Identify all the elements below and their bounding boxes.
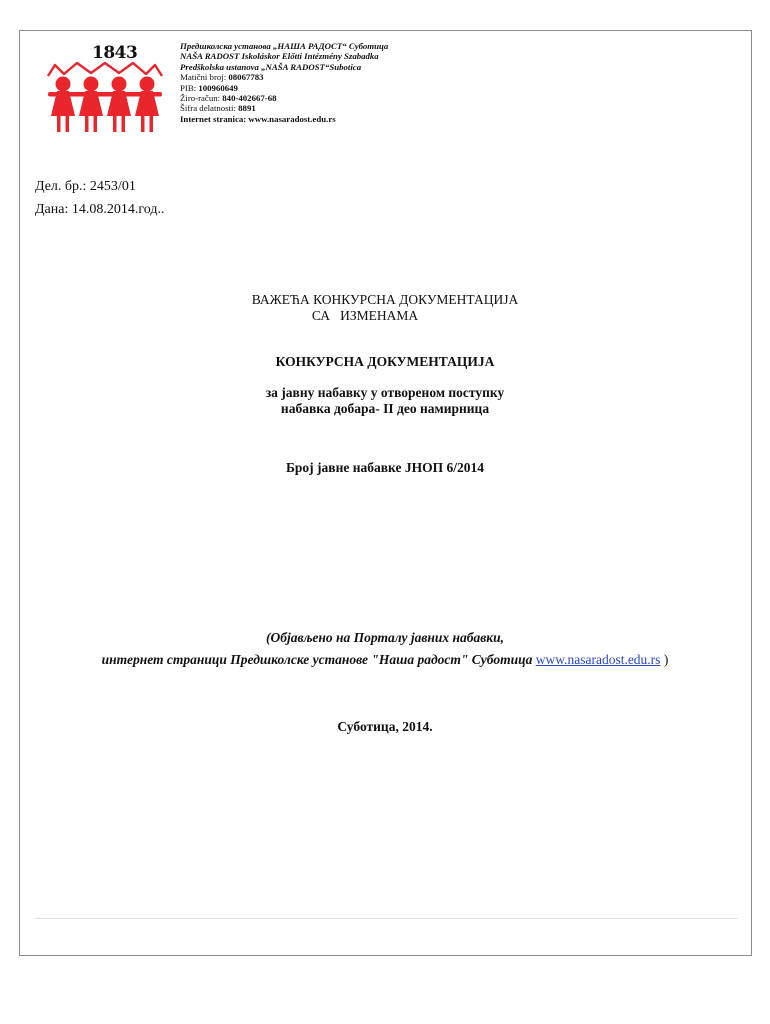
- logo-figure: [107, 77, 131, 133]
- subtitle-line-2: набавка добара- II део намирница: [280, 401, 490, 416]
- website-line: Internet stranica: www.nasaradost.edu.rs: [180, 113, 336, 124]
- account-line: [180, 93, 388, 103]
- account-label: Žiro-račun:: [180, 93, 223, 104]
- logo-crown: [48, 63, 162, 76]
- registration-line: [180, 72, 388, 82]
- tax-id-label: PIB:: [180, 82, 199, 93]
- tax-id: 100960649: [198, 82, 238, 93]
- tax-id-line: [180, 83, 388, 93]
- letterhead: [180, 41, 388, 124]
- place-and-year: Суботица, 2014.: [337, 719, 433, 734]
- logo-figure: [135, 77, 159, 133]
- page-frame: [19, 30, 752, 956]
- logo-year: 1843: [92, 43, 138, 63]
- logo-figure: [79, 77, 103, 133]
- footer-divider: [35, 918, 738, 919]
- reference-date: Дана: 14.08.2014.год..: [35, 202, 165, 217]
- publication-text: интернет страници Предшколске установе "Наша радост" Суботица: [101, 652, 536, 667]
- account-number: 840-402667-68: [222, 93, 277, 104]
- title-line-1: ВАЖЕЋА КОНКУРСНА ДОКУМЕНТАЦИЈА: [251, 292, 519, 307]
- website-link[interactable]: www.nasaradost.edu.rs: [535, 652, 661, 667]
- institution-name-hungarian: NAŠA RADOST Iskoláskor Előtti Intézmény Szabadka: [180, 51, 379, 62]
- registration-number: 08067783: [228, 72, 264, 83]
- closing-parenthesis: ): [660, 652, 669, 667]
- publication-line-1: (Објављено на Порталу јавних набавки,: [266, 630, 504, 645]
- activity-code-line: [180, 103, 388, 113]
- publication-line-2: [0, 652, 770, 668]
- activity-code: 8891: [238, 103, 256, 114]
- procurement-number: Број јавне набавке ЈНОП 6/2014: [286, 460, 484, 475]
- title-line-2: СА ИЗМЕНАМА: [311, 308, 419, 323]
- subtitle-line-1: за јавну набавку у отвореном поступку: [265, 385, 505, 400]
- activity-code-label: Šifra delatnosti:: [180, 103, 239, 114]
- document-heading: КОНКУРСНА ДОКУМЕНТАЦИЈА: [275, 354, 495, 369]
- reference-number: Дел. бр.: 2453/01: [35, 179, 136, 194]
- institution-name-latin: Predškolska ustanova „NAŠA RADOST“Subotica: [180, 61, 362, 72]
- registration-label: Matični broj:: [180, 72, 229, 83]
- logo: [46, 60, 164, 134]
- logo-figure: [51, 77, 75, 133]
- institution-name-cyrillic: Предшколска установа „НАША РАДОСТ“ Суботица: [180, 41, 389, 51]
